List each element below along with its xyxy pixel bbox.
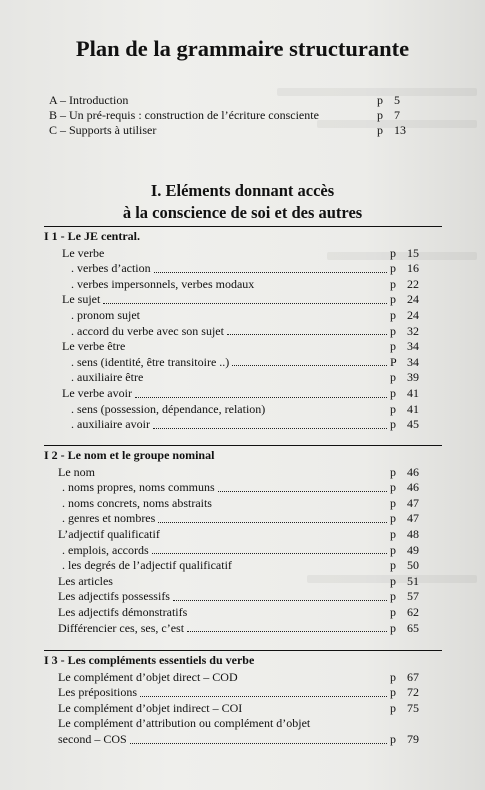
page-prefix: p: [390, 558, 396, 573]
toc-entry-label: B – Un pré-requis : construction de l’écriture consciente: [49, 108, 319, 122]
toc-entry: [44, 261, 442, 277]
page-number: 39: [407, 370, 419, 385]
toc-entry: [44, 246, 442, 262]
page-prefix: p: [390, 669, 396, 684]
page-prefix: p: [390, 542, 396, 557]
toc-entry-label: L’adjectif qualificatif: [58, 526, 160, 541]
page-number: 41: [407, 385, 419, 400]
section-complements-essentiels: [44, 653, 442, 748]
section-je-central: [44, 229, 442, 433]
toc-entry-label: Le complément d’attribution ou complément d’objet: [58, 716, 311, 731]
page-number: 5: [394, 93, 400, 107]
section-heading: I 3 - Les compléments essentiels du verbe: [44, 653, 255, 667]
page-number: 47: [407, 495, 419, 510]
leader-dots: [232, 365, 387, 366]
page-prefix: p: [377, 93, 383, 107]
page-prefix: p: [390, 511, 396, 526]
toc-entry-label: . genres et nombres: [62, 511, 156, 526]
page-number: 67: [407, 669, 419, 684]
leader-dots: [152, 553, 387, 554]
page-prefix: p: [390, 370, 396, 385]
toc-entry: [44, 558, 442, 574]
toc-entry: [49, 93, 429, 108]
page-number: 22: [407, 276, 419, 291]
page-number: 41: [407, 401, 419, 416]
toc-entry: [44, 324, 442, 340]
toc-entry-label: Le verbe: [62, 245, 105, 260]
toc-entry: [44, 511, 442, 527]
toc-entry-label: Le sujet: [62, 292, 101, 307]
page-number: 49: [407, 542, 419, 557]
page-prefix: p: [377, 123, 383, 137]
toc-entry: [44, 355, 442, 371]
toc-entry: [44, 685, 442, 701]
page-number: 32: [407, 323, 419, 338]
toc-entry: [49, 123, 429, 138]
page-prefix: p: [390, 276, 396, 291]
toc-entry: [44, 386, 442, 402]
toc-entry: [44, 716, 442, 732]
toc-entry: [44, 574, 442, 590]
toc-entry: [44, 589, 442, 605]
toc-entry-label: C – Supports à utiliser: [49, 123, 157, 137]
page-number: 16: [407, 261, 419, 276]
toc-entry: [44, 527, 442, 543]
toc-entry: [44, 605, 442, 621]
toc-entry-label: . pronom sujet: [71, 307, 140, 322]
section-divider: [44, 650, 442, 651]
toc-entry-label: Les adjectifs possessifs: [58, 589, 170, 604]
page-prefix: p: [390, 700, 396, 715]
page-prefix: p: [390, 292, 396, 307]
page-prefix: p: [390, 323, 396, 338]
leader-dots: [227, 334, 387, 335]
page-prefix: p: [390, 526, 396, 541]
page-number: 46: [407, 464, 419, 479]
page-prefix: p: [390, 401, 396, 416]
leader-dots: [218, 491, 387, 492]
toc-entry-label: . verbes d’action: [71, 261, 151, 276]
toc-entry: [44, 670, 442, 686]
page-number: 24: [407, 292, 419, 307]
page-number: 48: [407, 526, 419, 541]
toc-entry-label: A – Introduction: [49, 93, 129, 107]
page-prefix: p: [390, 261, 396, 276]
page-number: 79: [407, 731, 419, 746]
page-number: 51: [407, 573, 419, 588]
toc-entry-label: Les articles: [58, 573, 113, 588]
page-number: 7: [394, 108, 400, 122]
toc-entry: [44, 543, 442, 559]
leader-dots: [130, 743, 387, 744]
toc-entry-label: . les degrés de l’adjectif qualificatif: [62, 558, 232, 573]
toc-entry-label: . verbes impersonnels, verbes modaux: [71, 276, 255, 291]
page-prefix: p: [390, 495, 396, 510]
page-number: 72: [407, 685, 419, 700]
toc-entry-label: . noms concrets, noms abstraits: [62, 495, 212, 510]
toc-entry: [44, 402, 442, 418]
toc-entry-label: . noms propres, noms communs: [62, 480, 215, 495]
toc-entry-label: Le verbe être: [62, 339, 126, 354]
toc-entry-label: Le complément d’objet indirect – COI: [58, 700, 243, 715]
page-number: 62: [407, 604, 419, 619]
page-prefix: p: [390, 573, 396, 588]
page-number: 75: [407, 700, 419, 715]
page-prefix: p: [390, 731, 396, 746]
toc-entry-label: . auxiliaire être: [71, 370, 144, 385]
toc-entry-label: . auxiliaire avoir: [71, 417, 150, 432]
page-number: 13: [394, 123, 406, 137]
page-number: 24: [407, 307, 419, 322]
toc-entry-label: . sens (possession, dépendance, relation): [71, 401, 266, 416]
toc-entry: [44, 277, 442, 293]
toc-entry-label: second – COS: [58, 731, 127, 746]
page-prefix: p: [390, 685, 396, 700]
toc-entry-label: Le verbe avoir: [62, 385, 132, 400]
toc-entry: [44, 370, 442, 386]
page-number: 45: [407, 417, 419, 432]
page-number: 46: [407, 480, 419, 495]
leader-dots: [154, 272, 387, 273]
toc-entry: [44, 308, 442, 324]
toc-entry: [44, 417, 442, 433]
page-number: 57: [407, 589, 419, 604]
leader-dots: [158, 522, 387, 523]
toc-entry-label: Différencier ces, ses, c’est: [58, 620, 185, 635]
page-number: 47: [407, 511, 419, 526]
toc-entry-label: Le complément d’objet direct – COD: [58, 669, 238, 684]
section-divider: [44, 226, 442, 227]
page-prefix: p: [390, 417, 396, 432]
toc-entry-label: . emplois, accords: [62, 542, 149, 557]
page-prefix: p: [390, 464, 396, 479]
page-prefix: p: [390, 604, 396, 619]
page-prefix: p: [390, 620, 396, 635]
toc-entry: [44, 465, 442, 481]
toc-entry-label: . sens (identité, être transitoire ..): [71, 354, 230, 369]
page-prefix: p: [390, 339, 396, 354]
page-number: 65: [407, 620, 419, 635]
leader-dots: [187, 631, 387, 632]
toc-entry: [49, 108, 429, 123]
toc-entry: [44, 732, 442, 748]
intro-list: [49, 93, 429, 138]
page-number: 34: [407, 354, 419, 369]
leader-dots: [153, 428, 387, 429]
page-title: Plan de la grammaire structurante: [75, 36, 410, 61]
leader-dots: [173, 600, 387, 601]
page-prefix: p: [377, 108, 383, 122]
toc-entry: [44, 292, 442, 308]
toc-entry: [44, 621, 442, 637]
page-number: 15: [407, 245, 419, 260]
toc-entry: [44, 339, 442, 355]
section-heading: I 2 - Le nom et le groupe nominal: [44, 448, 215, 462]
section-divider: [44, 445, 442, 446]
toc-entry-label: Les adjectifs démonstratifs: [58, 604, 188, 619]
page-prefix: p: [390, 589, 396, 604]
part-title-line: à la conscience de soi et des autres: [122, 203, 363, 222]
section-heading: I 1 - Le JE central.: [44, 229, 140, 243]
part-title: [0, 180, 485, 224]
page-number: 50: [407, 558, 419, 573]
toc-entry: [44, 480, 442, 496]
toc-entry-label: Les prépositions: [58, 685, 137, 700]
section-nom-groupe-nominal: [44, 448, 442, 636]
page-prefix: P: [390, 354, 397, 369]
leader-dots: [140, 696, 387, 697]
page-prefix: p: [390, 307, 396, 322]
toc-entry-label: Le nom: [58, 464, 95, 479]
page-number: 34: [407, 339, 419, 354]
page-prefix: p: [390, 385, 396, 400]
leader-dots: [103, 303, 387, 304]
page-prefix: p: [390, 480, 396, 495]
toc-entry: [44, 496, 442, 512]
page-prefix: p: [390, 245, 396, 260]
leader-dots: [135, 397, 387, 398]
toc-entry: [44, 701, 442, 717]
toc-entry-label: . accord du verbe avec son sujet: [71, 323, 224, 338]
part-title-line: I. Eléments donnant accès: [150, 181, 335, 200]
